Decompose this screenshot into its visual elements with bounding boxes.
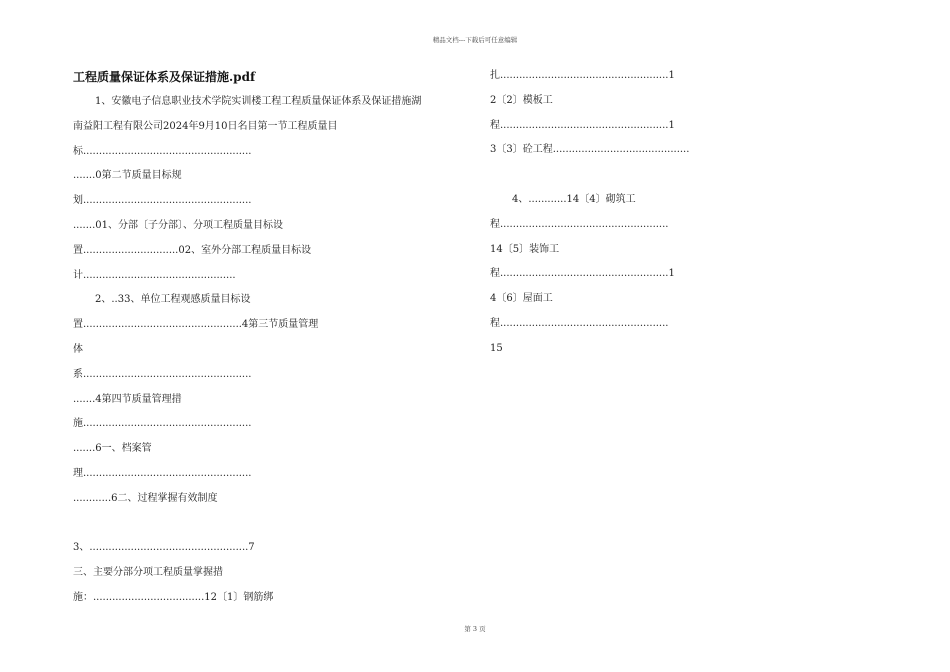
toc-line: 三、主要分部分项工程质量掌握措	[73, 567, 223, 579]
toc-line: 体	[73, 343, 83, 355]
toc-line: .......6一、档案管	[73, 443, 152, 455]
toc-line: 程.....................................................1	[490, 268, 675, 280]
toc-left-column	[73, 90, 461, 611]
toc-line: .......01、分部〔子分部〕、分项工程质量目标设	[73, 219, 283, 231]
toc-line: 3、..................................................7	[73, 542, 255, 554]
toc-line: 理.....................................................	[73, 467, 252, 479]
toc-line: 施.....................................................	[73, 418, 252, 430]
toc-line	[490, 163, 878, 188]
toc-line: 系.....................................................	[73, 368, 252, 380]
toc-line: 15	[490, 342, 503, 354]
toc-right-column	[490, 64, 878, 362]
toc-line: 2〔2〕模板工	[490, 94, 553, 106]
toc-line: 程.....................................................	[490, 218, 669, 230]
toc-line: ............6二、过程掌握有效制度	[73, 492, 218, 504]
page-header-note: 精品文档---下载后可任意编辑	[432, 36, 518, 44]
toc-line: 2、..33、单位工程观感质量目标设	[95, 294, 251, 306]
page-number: 第 3 页	[464, 625, 486, 633]
toc-line: 14〔5〕装饰工	[490, 243, 560, 255]
toc-line: 置..................................................4第三节质量管理	[73, 319, 319, 331]
toc-line: 3〔3〕砼工程...........................................	[490, 144, 690, 156]
toc-line: 置..............................02、室外分部工程质量目标设	[73, 244, 312, 256]
toc-line: 标.....................................................	[73, 145, 252, 157]
toc-line: 程.....................................................	[490, 317, 669, 329]
document-title: 工程质量保证体系及保证措施.pdf	[73, 70, 256, 84]
toc-line: 4、............14〔4〕砌筑工	[512, 193, 636, 205]
toc-line: 南益阳工程有限公司2024年9月10日名目第一节工程质量目	[73, 120, 338, 132]
toc-line: 划.....................................................	[73, 195, 252, 207]
toc-line: .......0第二节质量目标规	[73, 170, 182, 182]
toc-line: 1、安徽电子信息职业技术学院实训楼工程工程质量保证体系及保证措施湖	[95, 96, 422, 107]
toc-line: 施：...................................12〔1〕钢筋绑	[73, 591, 274, 603]
toc-line: 扎.....................................................1	[490, 70, 675, 81]
toc-line: 计................................................	[73, 269, 236, 281]
toc-line: 程.....................................................1	[490, 119, 675, 131]
toc-line: 4〔6〕屋面工	[490, 293, 553, 305]
toc-line: .......4第四节质量管理措	[73, 393, 182, 405]
toc-line	[73, 512, 461, 537]
